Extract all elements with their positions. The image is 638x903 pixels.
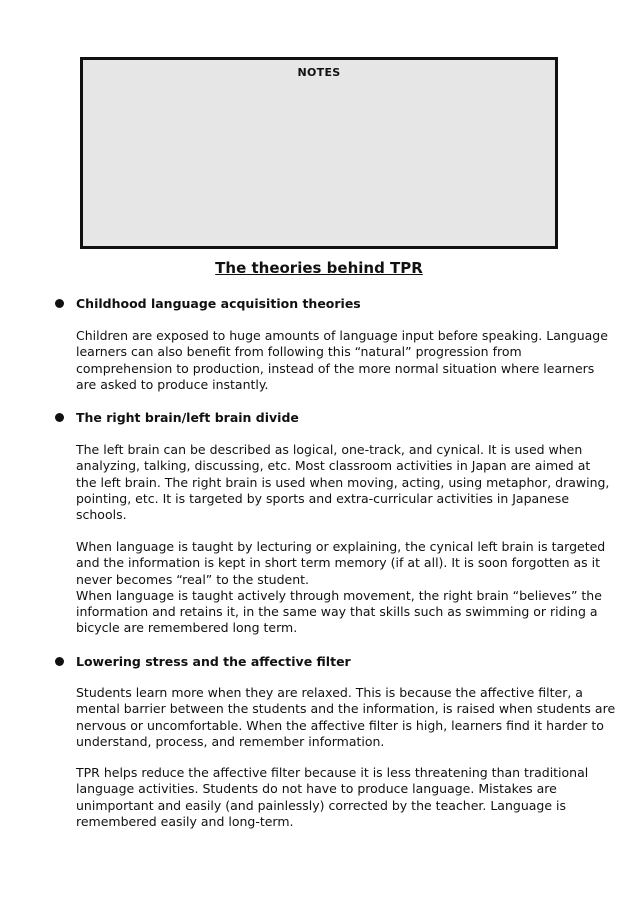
bullet-icon (55, 413, 64, 422)
paragraph-line: Children are exposed to huge amounts of language input before speaking. Language (76, 328, 608, 343)
paragraph-line: and the information is kept in short term memory (if at all). It is soon forgotten as it (76, 555, 601, 571)
paragraph-line: the left brain. The right brain is used when moving, acting, using metaphor, drawing, (76, 474, 610, 490)
paragraph (76, 539, 606, 637)
paragraph-line: When language is taught by lecturing or explaining, the cynical left brain is targeted (76, 539, 606, 554)
paragraph-line: learners can also benefit from following this “natural” progression from (76, 344, 522, 360)
bullet-icon (55, 299, 64, 308)
paragraph-line: unimportant and easily (and painlessly) corrected by the teacher. Language is (76, 797, 566, 813)
paragraph (76, 685, 616, 750)
paragraph (76, 328, 608, 393)
section-heading: The right brain/left brain divide (76, 410, 299, 425)
paragraph-line: mental barrier between the students and the information, is raised when students are (76, 701, 616, 717)
section-brain-divide (0, 409, 638, 636)
paragraph-line: never becomes “real” to the student. (76, 571, 310, 587)
notes-box (80, 57, 558, 249)
paragraph-line: TPR helps reduce the affective filter because it is less threatening than traditional (76, 765, 589, 780)
paragraph-line: nervous or uncomfortable. When the affective filter is high, learners find it harder to (76, 717, 604, 733)
paragraph-line: are asked to produce instantly. (76, 376, 269, 392)
paragraph-line: bicycle are remembered long term. (76, 620, 298, 636)
paragraph-line: comprehension to production, instead of the more normal situation where learners (76, 360, 595, 376)
paragraph-line: schools. (76, 507, 127, 523)
paragraph (76, 442, 610, 523)
bullet-icon (55, 657, 64, 666)
paragraph-line: pointing, etc. It is targeted by sports and extra-curricular activities in Japanese (76, 490, 570, 506)
paragraph (76, 765, 589, 830)
paragraph-line: The left brain can be described as logical, one-track, and cynical. It is used when (76, 442, 583, 457)
section-childhood-acquisition (0, 295, 638, 392)
section-heading: Lowering stress and the affective filter (76, 654, 351, 669)
section-affective-filter (0, 653, 638, 829)
page-title: The theories behind TPR (215, 259, 423, 277)
paragraph-line: analyzing, talking, discussing, etc. Most classroom activities in Japan are aimed at (76, 458, 591, 474)
paragraph-line: understand, process, and remember information. (76, 733, 385, 749)
paragraph-line: When language is taught actively through movement, the right brain “believes” the (76, 587, 602, 603)
paragraph-line: remembered easily and long-term. (76, 813, 294, 829)
paragraph-line: language activities. Students do not have to produce language. Mistakes are (76, 781, 557, 797)
paragraph-line: Students learn more when they are relaxed. This is because the affective filter, a (76, 685, 583, 700)
notes-title: NOTES (297, 66, 341, 79)
section-heading: Childhood language acquisition theories (76, 296, 361, 311)
paragraph-line: information and retains it, in the same way that skills such as swimming or riding a (76, 604, 598, 620)
